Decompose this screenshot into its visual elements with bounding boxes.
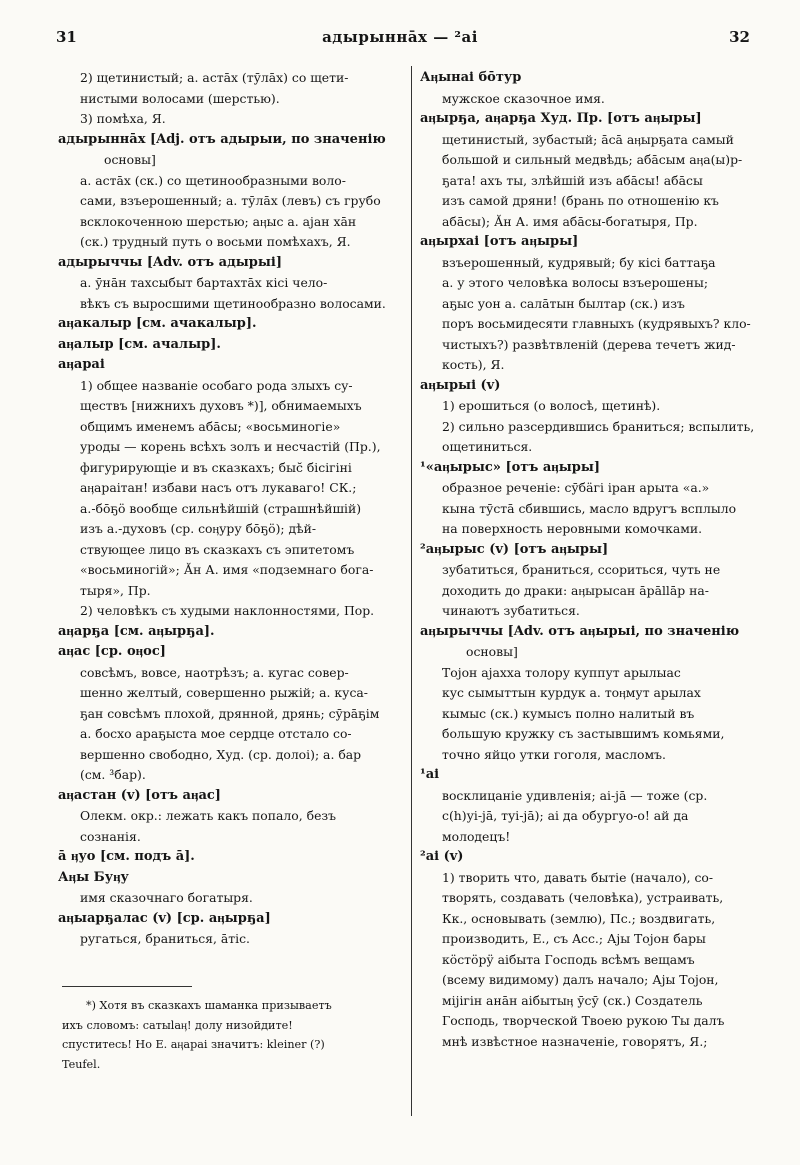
text-line: 1) общее названіе особаго рода злыхъ су- <box>80 377 353 393</box>
text-line: имя сказочнаго богатыря. <box>80 890 253 905</box>
text-line: ҕата! ахъ ты, злѣйшій изъ абāсы! абāсы <box>442 172 703 188</box>
entry-headword: аӊырхаі [отъ аӊыры] <box>420 234 579 249</box>
entry-headword: аӊакалыр [см. ачакалыр]. <box>58 316 257 331</box>
text-line: с(h)уі-jā, туі-jā); аі да обургуо-о! ай да <box>442 808 689 823</box>
text-line: поръ восьмидесяти главныхъ (кудрявыхъ? кло- <box>442 316 751 331</box>
text-line: большую кружку съ застывшимъ комьями, <box>442 726 725 741</box>
footnote-line: спуститесь! Но Е. аӊараі значитъ: kleiner (?) <box>62 1038 325 1051</box>
text-line: молодецъ! <box>442 828 511 844</box>
text-line: (всему видимому) далъ начало; Аjы Тоjон, <box>442 972 719 987</box>
text-line: восклицаніе удивленія; аі-jā — тоже (ср. <box>442 787 708 803</box>
text-line: точно яйцо утки гоголя, масломъ. <box>442 746 666 762</box>
text-line: 2) сильно разсердившись браниться; вспылить, <box>442 418 755 434</box>
text-line: а. ӯнāн тахсыбыт бартахтāх кісі чело- <box>80 275 328 290</box>
text-line: Кк., основывать (землю), Пс.; воздвигать, <box>442 910 716 926</box>
entry-headword: аӊырҕа, аӊарҕа Худ. Пр. [отъ аӊыры] <box>420 111 702 126</box>
text-line: кость), Я. <box>442 357 505 372</box>
text-line: изъ самой дряни! (брань по отношенію къ <box>442 193 719 208</box>
entry-headword: ¹«аӊырыс» [отъ аӊыры] <box>420 459 601 475</box>
text-line: вѣкъ съ выросшими щетинообразно волосами. <box>80 295 386 311</box>
text-line: общимъ именемъ абāсы; «восьминогіе» <box>80 418 341 434</box>
text-line: сознанія. <box>80 828 141 844</box>
text-line: а.-бōҕӧ вообще сильнѣйшій (страшнѣйшій) <box>80 500 362 516</box>
text-line: кӧстӧрӱ аібыта Господь всѣмъ вещамъ <box>442 951 695 967</box>
text-line: мнѣ извѣстное назначеніе, говорятъ, Я.; <box>442 1033 708 1049</box>
entry-headword: аӊас [ср. оӊос] <box>58 644 166 659</box>
text-line: ществъ [нижнихъ духовъ *)], обнимаемыхъ <box>80 398 362 413</box>
page-number-left: 31 <box>56 28 77 46</box>
entry-headword: адырыннāх [Adj. отъ адырыи, по значенію <box>58 131 386 147</box>
text-line: 2) человѣкъ съ худыми наклонностями, Пор. <box>80 603 375 618</box>
text-line: «восьминогій»; Ӑн А. имя «подземнаго бога- <box>80 562 374 577</box>
text-line: 2) щетинистый; а. астāх (тӯлāх) со щети- <box>80 70 349 85</box>
footnote-line: *) Хотя въ сказкахъ шаманка призываетъ <box>86 999 332 1012</box>
text-line: міjігін анāн аібытыӊ ӯсӯ (ск.) Создатель <box>442 992 703 1008</box>
text-line: образное реченіе: сӯбӓгі іран арыта «а.» <box>442 480 710 495</box>
entry-headword: аӊырыччы [Adv. отъ аӊырыі, по значенію <box>420 623 740 639</box>
text-line: кус сымыттын курдук а. тоӊмут арылах <box>442 685 701 700</box>
text-line: аӊараітан! избави насъ отъ лукаваго! СК.; <box>80 480 357 495</box>
text-line: а. астāх (ск.) со щетинообразными воло- <box>80 172 346 188</box>
text-line: Олекм. окр.: лежать какъ попало, безъ <box>80 808 337 823</box>
text-line: взъерошенный, кудрявый; бу кісі баттаҕа <box>442 254 716 270</box>
text-line: (см. ³бар). <box>80 767 146 782</box>
text-line: нистыми волосами (шерстью). <box>80 90 280 106</box>
text-line: вершенно свободно, Худ. (ср. долоі); а. бар <box>80 746 362 762</box>
text-line: Тоjон аjахха толору куппут арылыас <box>442 664 681 680</box>
text-line: фигурирующіе и въ сказкахъ; быс̆ бісігіні <box>80 459 352 475</box>
entry-headword: аӊыарҕалас (v) [ср. аӊырҕа] <box>58 910 271 926</box>
text-line: а. у этого человѣка волосы взъерошены; <box>442 275 709 290</box>
entry-headword: ²аӊырыс (v) [отъ аӊыры] <box>420 541 609 557</box>
text-line: ругаться, браниться, āтіс. <box>80 931 250 946</box>
entry-headword: аӊастан (v) [отъ аӊас] <box>58 787 221 803</box>
text-line: совсѣмъ, вовсе, наотрѣзъ; а. кугас совер- <box>80 664 349 680</box>
text-line: (ск.) трудный путь о восьми помѣхахъ, Я. <box>80 234 351 249</box>
text-line: тыря», Пр. <box>80 582 151 598</box>
text-line: уроды — корень всѣхъ золъ и несчастій (Пр.), <box>80 439 381 454</box>
text-line: большой и сильный медвѣдь; абāсым аӊа(ы)р- <box>442 152 743 167</box>
text-line: щетинистый, зубастый; āсā аӊырҕата самый <box>442 131 734 147</box>
footnote-line: Teufel. <box>62 1057 101 1071</box>
text-line: 1) ерошиться (о волосѣ, щетинѣ). <box>442 398 661 413</box>
text-line: ощетиниться. <box>442 439 533 454</box>
footnote-rule <box>62 986 192 987</box>
entry-headword: аӊырыі (v) <box>420 377 501 393</box>
running-title: адырыннāх — ²аі <box>322 28 478 46</box>
text-line: абāсы); Ӑн А. имя абāсы-богатыря, Пр. <box>442 213 698 229</box>
text-line: основы] <box>466 644 518 659</box>
text-line: шенно желтый, совершенно рыжій; а. куса- <box>80 685 368 700</box>
text-line: аҕыс уон а. салāтын былтар (ск.) изъ <box>442 295 685 311</box>
text-line: ҕан совсѣмъ плохой, дрянной, дрянь; сӯрāҕім <box>80 705 380 721</box>
entry-headword: ā ӊуо [см. подъ ā]. <box>58 849 195 864</box>
left-column <box>58 68 403 950</box>
text-line: основы] <box>104 152 156 167</box>
text-line: производить, Е., съ Acc.; Аjы Тоjон бары <box>442 931 706 946</box>
text-line: 3) помѣха, Я. <box>80 111 166 126</box>
text-line: сами, взъерошенный; а. тӯлāх (левъ) съ грубо <box>80 193 381 208</box>
text-line: творять, создавать (человѣка), устраивать, <box>442 890 724 905</box>
entry-headword: ¹аі <box>420 767 440 782</box>
entry-headword: Аӊы Буӊу <box>58 869 129 885</box>
right-column <box>420 68 770 1052</box>
entry-headword: аӊараі <box>58 357 105 372</box>
text-line: Господь, творческой Твоею рукою Ты далъ <box>442 1013 725 1028</box>
footnote-line: ихъ словомъ: сатыlаӊ! долу низойдите! <box>62 1018 293 1032</box>
text-line: кымыс (ск.) кумысъ полно налитый въ <box>442 705 695 721</box>
text-line: доходить до драки: аӊырысан āрāllāр на- <box>442 582 709 598</box>
running-header <box>0 28 800 52</box>
text-line: кына тӯстā сбившись, масло вдругъ всплыло <box>442 500 737 516</box>
text-line: зубатиться, браниться, ссориться, чуть не <box>442 562 721 577</box>
page-number-right: 32 <box>729 28 750 46</box>
entry-headword: Аӊынаі бōтур <box>420 70 522 85</box>
text-line: чистыхъ?) развѣтвленій (дерева течетъ жид- <box>442 336 736 352</box>
text-line: чинаютъ зубатиться. <box>442 603 580 618</box>
entry-headword: аӊалыр [см. ачалыр]. <box>58 336 221 352</box>
entry-headword: аӊарҕа [см. аӊырҕа]. <box>58 623 215 639</box>
text-line: всклокоченною шерстью; аӊыс а. аjан хāн <box>80 213 357 229</box>
text-line: изъ а.-духовъ (ср. соӊуру бōҕӧ); дѣй- <box>80 521 317 536</box>
footnote <box>62 996 407 1074</box>
text-line: мужское сказочное имя. <box>442 90 605 106</box>
entry-headword: адырыччы [Adv. отъ адырыі] <box>58 254 283 270</box>
text-line: на поверхность неровными комочками. <box>442 521 703 536</box>
text-line: 1) творить что, давать бытіе (начало), со- <box>442 869 714 885</box>
text-line: а. босхо араҕыста мое сердце отстало со- <box>80 726 352 741</box>
text-line: ствующее лицо въ сказкахъ съ эпитетомъ <box>80 541 355 557</box>
column-divider <box>411 66 412 1116</box>
entry-headword: ²аі (v) <box>420 849 464 864</box>
